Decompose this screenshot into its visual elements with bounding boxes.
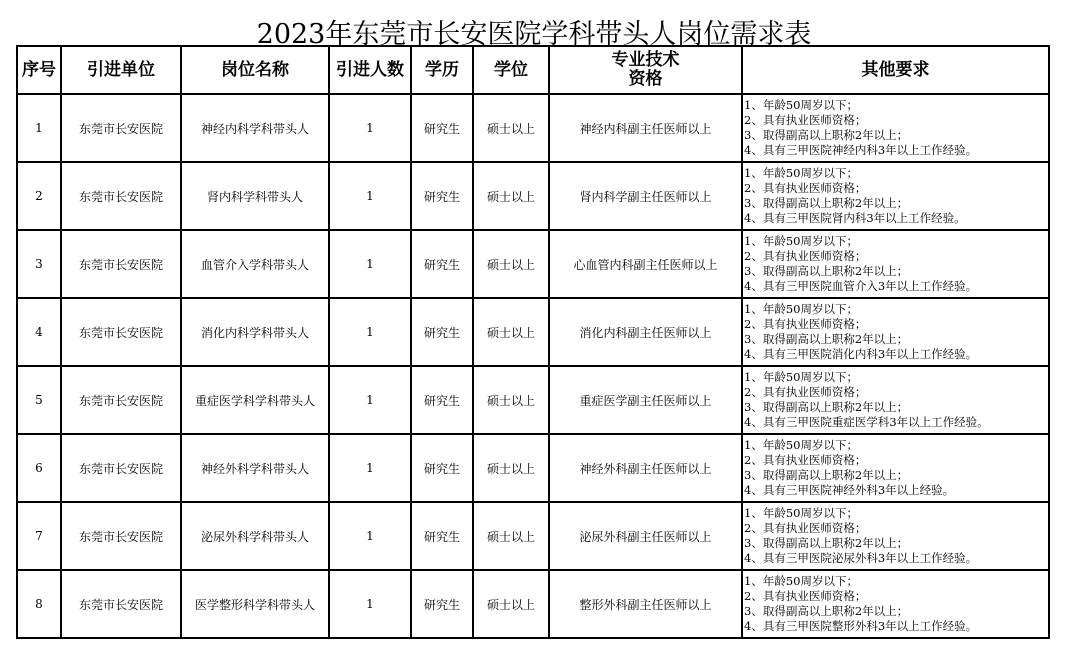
document-title: 2023年东莞市长安医院学科带头人岗位需求表: [256, 19, 812, 50]
requirement-line: 2、具有执业医师资格；: [744, 453, 867, 467]
cell-post: 泌尿外科学科带头人: [181, 502, 329, 570]
requirement-line: 3、取得副高以上职称2年以上；: [744, 400, 909, 414]
cell-degree: 硕士以上: [473, 94, 549, 162]
cell-seq: 7: [17, 502, 61, 570]
cell-degree: 硕士以上: [473, 162, 549, 230]
requirement-line: 3、取得副高以上职称2年以上；: [744, 604, 909, 618]
cell-edu: 研究生: [411, 502, 473, 570]
cell-requirements: [742, 434, 1049, 502]
header-seq: 序号: [17, 46, 61, 94]
requirement-line: 3、取得副高以上职称2年以上；: [744, 468, 909, 482]
requirement-line: 4、具有三甲医院整形外科3年以上工作经验。: [744, 619, 978, 633]
table-body: [17, 94, 1049, 638]
requirement-line: 1、年龄50周岁以下；: [744, 506, 858, 520]
table-row: [17, 230, 1049, 298]
requirement-line: 2、具有执业医师资格；: [744, 521, 867, 535]
cell-requirements: [742, 230, 1049, 298]
header-edu: 学历: [411, 46, 473, 94]
requirement-line: 3、取得副高以上职称2年以上；: [744, 196, 909, 210]
requirement-line: 2、具有执业医师资格；: [744, 249, 867, 263]
cell-unit: 东莞市长安医院: [61, 502, 181, 570]
requirements-table: [16, 45, 1050, 639]
table-row: [17, 570, 1049, 638]
cell-seq: 2: [17, 162, 61, 230]
cell-edu: 研究生: [411, 366, 473, 434]
requirement-line: 1、年龄50周岁以下；: [744, 574, 858, 588]
cell-seq: 3: [17, 230, 61, 298]
table-row: [17, 162, 1049, 230]
cell-requirements: [742, 502, 1049, 570]
requirement-line: 4、具有三甲医院神经外科3年以上经验。: [744, 483, 955, 497]
cell-qualification: 整形外科副主任医师以上: [549, 570, 742, 638]
cell-post: 神经内科学科带头人: [181, 94, 329, 162]
cell-seq: 5: [17, 366, 61, 434]
cell-post: 医学整形科学科带头人: [181, 570, 329, 638]
cell-qualification: 神经内科副主任医师以上: [549, 94, 742, 162]
requirement-line: 4、具有三甲医院泌尿外科3年以上工作经验。: [744, 551, 978, 565]
cell-degree: 硕士以上: [473, 434, 549, 502]
cell-post: 血管介入学科带头人: [181, 230, 329, 298]
cell-edu: 研究生: [411, 434, 473, 502]
requirement-line: 1、年龄50周岁以下；: [744, 370, 858, 384]
cell-edu: 研究生: [411, 298, 473, 366]
cell-degree: 硕士以上: [473, 230, 549, 298]
cell-unit: 东莞市长安医院: [61, 434, 181, 502]
cell-edu: 研究生: [411, 230, 473, 298]
cell-count: 1: [329, 502, 411, 570]
cell-qualification: 肾内科学副主任医师以上: [549, 162, 742, 230]
cell-seq: 8: [17, 570, 61, 638]
cell-count: 1: [329, 366, 411, 434]
cell-seq: 1: [17, 94, 61, 162]
cell-unit: 东莞市长安医院: [61, 366, 181, 434]
requirement-line: 2、具有执业医师资格；: [744, 181, 867, 195]
cell-seq: 4: [17, 298, 61, 366]
cell-requirements: [742, 298, 1049, 366]
cell-edu: 研究生: [411, 570, 473, 638]
header-qualification-line1: 专业技术: [611, 50, 680, 70]
table-row: [17, 298, 1049, 366]
cell-post: 消化内科学科带头人: [181, 298, 329, 366]
requirement-line: 2、具有执业医师资格；: [744, 589, 867, 603]
header-count: 引进人数: [329, 46, 411, 94]
cell-unit: 东莞市长安医院: [61, 570, 181, 638]
cell-unit: 东莞市长安医院: [61, 94, 181, 162]
table-row: [17, 434, 1049, 502]
cell-edu: 研究生: [411, 162, 473, 230]
table-row: [17, 94, 1049, 162]
header-qualification: [549, 46, 742, 94]
requirement-line: 3、取得副高以上职称2年以上；: [744, 536, 909, 550]
cell-qualification: 心血管内科副主任医师以上: [549, 230, 742, 298]
requirement-line: 4、具有三甲医院神经内科3年以上工作经验。: [744, 143, 978, 157]
requirement-line: 4、具有三甲医院肾内科3年以上工作经验。: [744, 211, 966, 225]
cell-degree: 硕士以上: [473, 366, 549, 434]
requirement-line: 2、具有执业医师资格；: [744, 113, 867, 127]
cell-count: 1: [329, 94, 411, 162]
table-row: [17, 502, 1049, 570]
requirement-line: 3、取得副高以上职称2年以上；: [744, 264, 909, 278]
cell-qualification: 神经外科副主任医师以上: [549, 434, 742, 502]
cell-post: 重症医学科学科带头人: [181, 366, 329, 434]
cell-post: 肾内科学科带头人: [181, 162, 329, 230]
requirement-line: 1、年龄50周岁以下；: [744, 166, 858, 180]
header-row: [17, 46, 1049, 94]
cell-count: 1: [329, 434, 411, 502]
cell-qualification: 泌尿外科副主任医师以上: [549, 502, 742, 570]
cell-count: 1: [329, 298, 411, 366]
header-unit: 引进单位: [61, 46, 181, 94]
cell-unit: 东莞市长安医院: [61, 230, 181, 298]
cell-count: 1: [329, 230, 411, 298]
cell-degree: 硕士以上: [473, 570, 549, 638]
cell-seq: 6: [17, 434, 61, 502]
header-post: 岗位名称: [181, 46, 329, 94]
requirement-line: 2、具有执业医师资格；: [744, 317, 867, 331]
cell-qualification: 重症医学副主任医师以上: [549, 366, 742, 434]
requirement-line: 3、取得副高以上职称2年以上；: [744, 332, 909, 346]
requirement-line: 2、具有执业医师资格；: [744, 385, 867, 399]
cell-requirements: [742, 366, 1049, 434]
cell-count: 1: [329, 162, 411, 230]
cell-requirements: [742, 94, 1049, 162]
table-row: [17, 366, 1049, 434]
cell-degree: 硕士以上: [473, 502, 549, 570]
cell-unit: 东莞市长安医院: [61, 298, 181, 366]
requirement-line: 1、年龄50周岁以下；: [744, 302, 858, 316]
cell-edu: 研究生: [411, 94, 473, 162]
header-other: 其他要求: [742, 46, 1049, 94]
requirement-line: 1、年龄50周岁以下；: [744, 234, 858, 248]
requirement-line: 4、具有三甲医院血管介入3年以上工作经验。: [744, 279, 978, 293]
requirement-line: 4、具有三甲医院重症医学科3年以上工作经验。: [744, 415, 989, 429]
cell-qualification: 消化内科副主任医师以上: [549, 298, 742, 366]
cell-count: 1: [329, 570, 411, 638]
cell-post: 神经外科学科带头人: [181, 434, 329, 502]
requirement-line: 4、具有三甲医院消化内科3年以上工作经验。: [744, 347, 978, 361]
header-qualification-line2: 资格: [628, 69, 663, 89]
header-degree: 学位: [473, 46, 549, 94]
requirement-line: 3、取得副高以上职称2年以上；: [744, 128, 909, 142]
requirement-line: 1、年龄50周岁以下；: [744, 98, 858, 112]
requirement-line: 1、年龄50周岁以下；: [744, 438, 858, 452]
cell-degree: 硕士以上: [473, 298, 549, 366]
cell-requirements: [742, 162, 1049, 230]
cell-unit: 东莞市长安医院: [61, 162, 181, 230]
cell-requirements: [742, 570, 1049, 638]
